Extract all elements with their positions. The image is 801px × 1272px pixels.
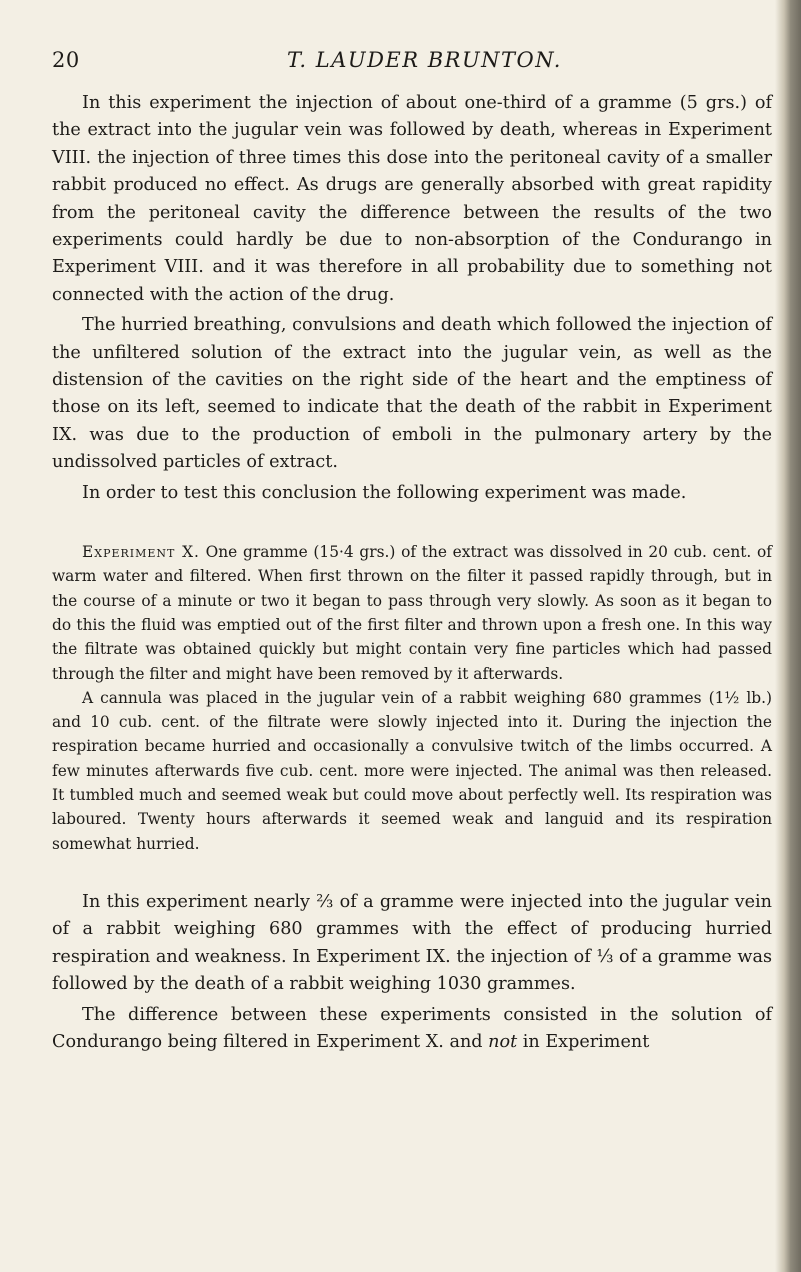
- experiment-x-paragraph-2: A cannula was placed in the jugular vein of a rabbit weighing 680 grammes (1½ lb.) and 10 cub. cent. of the filtrate were slowly injected into it. During the injection the respiration became hurried and occasionally a convulsive twitch of the limbs occurred. A few minutes afterwards five cub. cent. more were injected. The animal was then released. It tumbled much and seemed weak but could move about perfectly well. Its respiration was laboured. Twenty hours afterwards it seemed weak and languid and its respiration somewhat hurried.: [52, 688, 772, 853]
- paragraph-5-end: in Experiment: [522, 1031, 650, 1052]
- paragraph-2: The hurried breathing, convulsions and death which followed the injection of the unfiltered solution of the extract into the jugular vein, as well as the distension of the cavities on the right side of the heart and the emptiness of those on its left, seemed to indicate that the death of the rabbit in Experiment IX. was due to the production of emboli in the pulmonary artery by the undissolved particles of extract.: [52, 315, 772, 473]
- experiment-label: Experiment X.: [82, 543, 200, 562]
- body-text: [52, 90, 772, 1056]
- experiment-x-block: [52, 540, 772, 856]
- experiment-x-paragraph-1: [52, 540, 772, 686]
- running-head: T. LAUDER BRUNTON.: [287, 48, 562, 72]
- experiment-x-text: One gramme (15·4 grs.) of the extract was dissolved in 20 cub. cent. of warm water and filtered. When first thrown on the filter it passed rapidly through, but in the course of a minute or two it began to pass through very slowly. As soon as it began to do this the fluid was emptied out of the first filter and thrown upon a fresh one. In this way the filtrate was obtained quickly but might contain very fine particles which had passed through the filter and might have been removed by it afterwards.: [52, 543, 772, 683]
- page-header: [52, 48, 772, 78]
- paragraph-4: In this experiment nearly ⅔ of a gramme were injected into the jugular vein of a rabbit weighing 680 grammes with the effect of producing hurried respiration and weakness. In Experiment IX. the injection of ⅓ of a gramme was followed by the death of a rabbit weighing 1030 grammes.: [52, 891, 772, 995]
- paragraph-1: In this experiment the injection of about one-third of a gramme (5 grs.) of the extract into the jugular vein was followed by death, whereas in Experiment VIII. the injection of three times this dose into the peritoneal cavity of a smaller rabbit produced no effect. As drugs are generally absorbed with great rapidity from the peritoneal cavity the difference between the results of the two experiments could hardly be due to non-absorption of the Condurango in Experiment VIII. and it was therefore in all probability due to something not connected with the action of the drug.: [52, 93, 772, 305]
- conclusion-block: [52, 889, 772, 1056]
- paragraph-3: In order to test this conclusion the following experiment was made.: [82, 482, 687, 503]
- paragraph-5-start: The difference between these experiments consisted in the solution of Condurango being filtered in Experiment X. and: [52, 1004, 772, 1052]
- page-number: 20: [52, 48, 80, 72]
- paragraph-5: [52, 1002, 772, 1057]
- paragraph-5-emphasis: not: [488, 1031, 518, 1052]
- page-edge-shadow: [775, 0, 801, 1272]
